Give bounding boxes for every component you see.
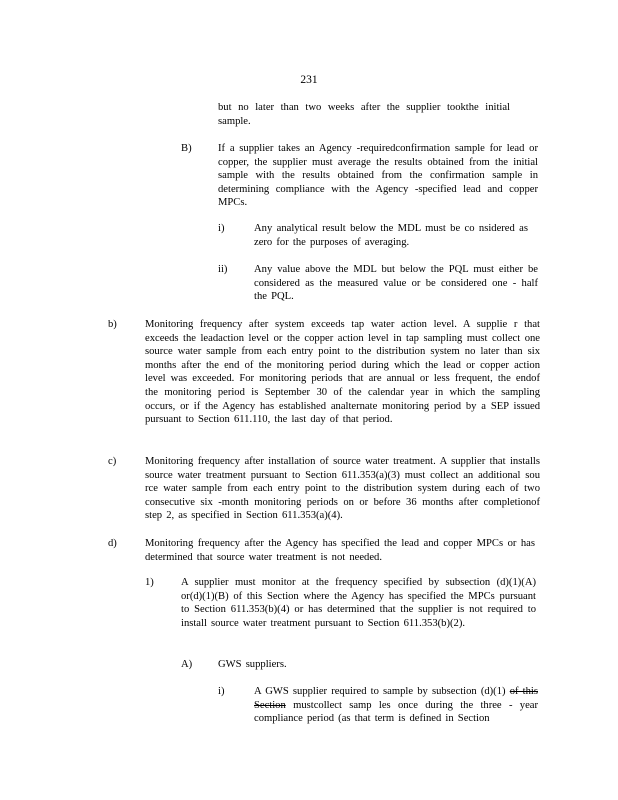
item-d-text: Monitoring frequency after the Agency has specified the lead and copper MPCs or has determined that source water treatment is not needed. xyxy=(145,538,535,563)
item-d1A-label: A) xyxy=(181,659,193,670)
item-d1-label: 1) xyxy=(145,577,154,588)
item-B-i-text: Any analytical result below the MDL must be co nsidered as zero for the purposes of averaging. xyxy=(254,223,528,248)
struck-text: of this Section xyxy=(254,686,538,711)
item-d1Ai-text-part1: A GWS supplier required to sample by subsection (d)(1) xyxy=(254,686,506,697)
item-c-label: c) xyxy=(108,456,117,467)
item-b-text: Monitoring frequency after system exceeds tap water action level. A supplie r that exceeds the leadaction level or the copper action level in tap sampling must collect one source water sample from each entry point to the distribution system no later than six months after the end of the monitoring period during which the lead or copper action level was exceeded. For monitoring periods that are annual or less frequent, the endof the monitoring period is September 30 of the calendar year in which the sampling occurs, or if the Agency has established analternate monitoring period by a SEP issued pursuant to Section 611.110, the last day of that period. xyxy=(145,319,540,426)
item-d1Ai-text-part2: mustcollect samp les once during the three - year compliance period (as that term is defined in Section xyxy=(254,699,538,725)
item-B-ii-label: ii) xyxy=(218,264,228,275)
item-d1-text: A supplier must monitor at the frequency specified by subsection (d)(1)(A) or(d)(1)(B) of this Section where the Agency has specified the MPCs pursuant to Section 611.353(b)(4) or has determined that the supplier is not required to install source water treatment pursuant to Section 611.353(b)(2). xyxy=(181,577,536,629)
page-number: 231 xyxy=(300,74,318,86)
continuation-text: but no later than two weeks after the supplier tookthe initial sample. xyxy=(218,102,510,127)
item-c-text: Monitoring frequency after installation of source water treatment. A supplier that installs source water treatment pursuant to Section 611.353(a)(3) must collect an additional sou rce water sample from each entry point to the distribution system during each of two consecutive six -month monitoring periods on or before 36 months after completionof step 2, as specified in Section 611.353(a)(4). xyxy=(145,456,540,522)
item-d1Ai-text xyxy=(254,685,538,726)
item-b-label: b) xyxy=(108,319,117,330)
item-B-ii-text: Any value above the MDL but below the PQL must either be considered as the measured value or be considered one - half the PQL. xyxy=(254,264,538,303)
item-B-label: B) xyxy=(181,143,192,154)
item-d1A-text: GWS suppliers. xyxy=(218,659,287,670)
item-d-label: d) xyxy=(108,538,117,549)
item-B-text: If a supplier takes an Agency -requiredconfirmation sample for lead or copper, the supplier must average the results obtained from the initial sample with the results obtained from the confirmation sample in determining compliance with the Agency -specified lead and copper MPCs. xyxy=(218,143,538,209)
item-B-i-label: i) xyxy=(218,223,225,234)
item-d1Ai-label: i) xyxy=(218,686,225,697)
